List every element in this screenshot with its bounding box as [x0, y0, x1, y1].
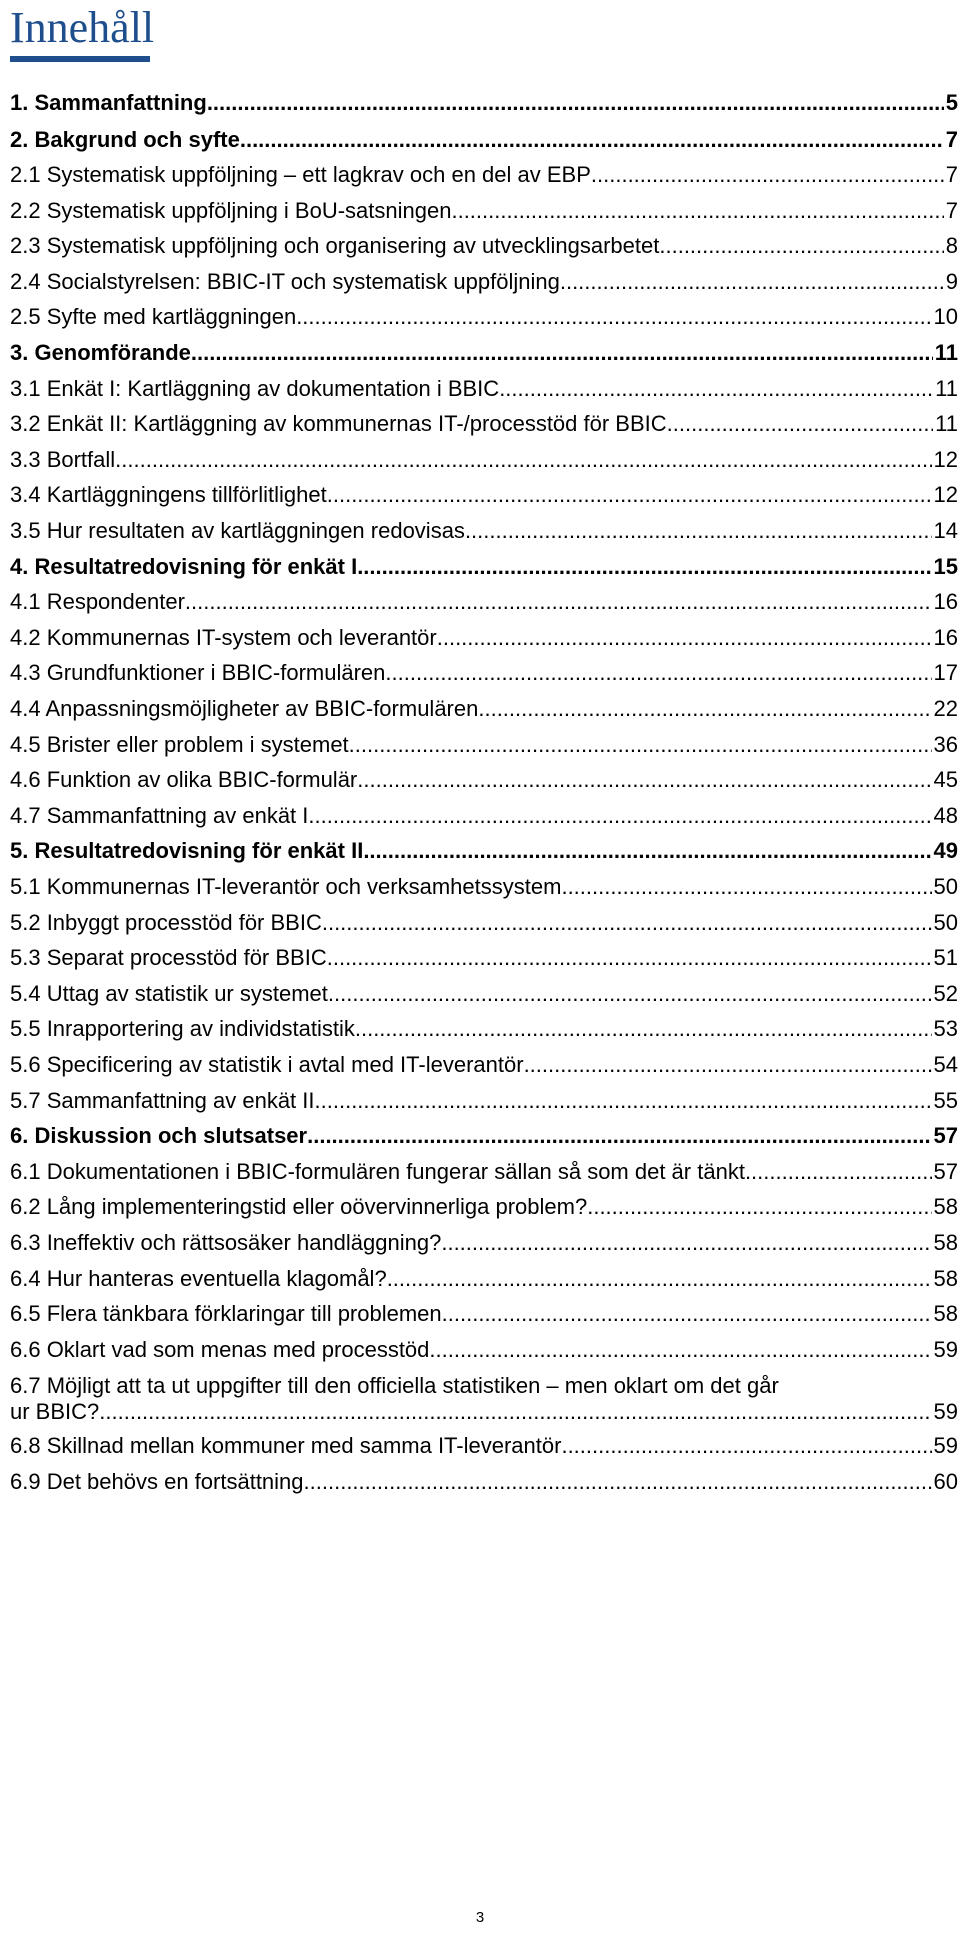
toc-entry[interactable] [10, 696, 958, 722]
toc-entry[interactable] [10, 1159, 958, 1185]
dot-leader [315, 1088, 932, 1114]
toc-entry-title: 5.1 Kommunernas IT-leverantör och verksamhetssystem [10, 874, 562, 899]
toc-entry-page: 57 [933, 1159, 958, 1184]
page-number: 3 [475, 1909, 485, 1926]
toc-entry-title: 2.1 Systematisk uppföljning – ett lagkrav och en del av EBP [10, 162, 591, 187]
toc-entry-title: 6.2 Lång implementeringstid eller oövervinnerliga problem? [10, 1194, 588, 1219]
toc-entry-title: 4.6 Funktion av olika BBIC-formulär [10, 767, 358, 792]
toc-entry-page: 53 [933, 1016, 958, 1041]
dot-leader [667, 411, 934, 437]
toc-entry-page: 59 [933, 1337, 958, 1362]
toc-entry-page: 5 [945, 90, 958, 115]
toc-entry[interactable] [10, 874, 958, 900]
toc-entry-title: 6.6 Oklart vad som menas med processtöd [10, 1337, 430, 1362]
toc-entry-title: 6.3 Ineffektiv och rättsosäker handläggning? [10, 1230, 442, 1255]
toc-entry[interactable] [10, 482, 958, 508]
toc-entry[interactable] [10, 910, 958, 936]
dot-leader [185, 589, 932, 615]
toc-entry-title: 6.1 Dokumentationen i BBIC-formulären fungerar sällan så som det är tänkt [10, 1159, 745, 1184]
toc-entry[interactable] [10, 233, 958, 259]
toc-entry-title: 3.3 Bortfall [10, 447, 116, 472]
toc-entry[interactable] [10, 1230, 958, 1256]
toc-entry[interactable] [10, 803, 958, 829]
dot-leader [429, 1337, 931, 1363]
heading-underline [10, 56, 150, 62]
dot-leader [524, 1052, 932, 1078]
dot-leader [304, 1469, 932, 1495]
toc-entry-title: 2.5 Syfte med kartläggningen [10, 304, 297, 329]
toc-entry-page: 7 [945, 198, 958, 223]
dot-leader [357, 767, 931, 793]
toc-entry[interactable] [10, 1301, 958, 1327]
dot-leader [441, 1230, 931, 1256]
toc-entry-title: 6.5 Flera tänkbara förklaringar till problemen [10, 1301, 442, 1326]
toc-entry-title: 4.7 Sammanfattning av enkät I [10, 803, 309, 828]
toc-entry-title: 3.1 Enkät I: Kartläggning av dokumentation i BBIC [10, 376, 500, 401]
dot-leader [442, 1301, 932, 1327]
toc-entry-title: 2.4 Socialstyrelsen: BBIC-IT och systematisk uppföljning [10, 269, 560, 294]
toc-entry-page: 7 [945, 162, 958, 187]
dot-leader [296, 304, 931, 330]
toc-entry-title: 5.5 Inrapportering av individstatistik [10, 1016, 355, 1041]
toc-entry[interactable] [10, 518, 958, 544]
toc-entry[interactable] [10, 447, 958, 473]
toc-entry-page: 58 [933, 1301, 958, 1326]
dot-leader [478, 696, 931, 722]
toc-entry-page: 11 [935, 376, 958, 401]
toc-entry[interactable] [10, 554, 958, 580]
toc-entry-page: 48 [933, 803, 958, 828]
toc-entry-title: 3.5 Hur resultaten av kartläggningen redovisas [10, 518, 465, 543]
dot-leader [307, 1123, 931, 1149]
toc-entry-title: 4.5 Brister eller problem i systemet [10, 732, 349, 757]
toc-entry[interactable] [10, 269, 958, 295]
toc-entry-page: 17 [933, 660, 958, 685]
toc-entry[interactable] [10, 589, 958, 615]
toc-entry-title: 4.4 Anpassningsmöjligheter av BBIC-formulären [10, 696, 479, 721]
dot-leader [659, 233, 943, 259]
toc-entry-title: 3.2 Enkät II: Kartläggning av kommunernas IT-/processtöd för BBIC [10, 411, 667, 436]
toc-entry-page: 59 [933, 1399, 958, 1424]
toc-entry-title: 2.3 Systematisk uppföljning och organisering av utvecklingsarbetet [10, 233, 660, 258]
dot-leader [355, 1016, 932, 1042]
toc-entry[interactable] [10, 198, 958, 224]
toc-entry-page: 59 [933, 1433, 958, 1458]
toc-entry-page: 58 [933, 1266, 958, 1291]
toc-entry-page: 12 [933, 482, 958, 507]
toc-entry-page: 11 [934, 340, 958, 365]
dot-leader [745, 1159, 932, 1185]
toc-entry-page: 8 [945, 233, 958, 258]
toc-entry-page: 50 [933, 910, 958, 935]
toc-entry-title: 4. Resultatredovisning för enkät I [10, 554, 358, 579]
toc-entry[interactable] [10, 1088, 958, 1114]
dot-leader [499, 376, 933, 402]
toc-entry[interactable] [10, 127, 958, 153]
toc-entry-title: 5.6 Specificering av statistik i avtal med IT-leverantör [10, 1052, 524, 1077]
toc-entry-title: 5.2 Inbyggt processtöd för BBIC [10, 910, 322, 935]
toc-entry-title: 3. Genomförande [10, 340, 191, 365]
toc-entry-title: 4.2 Kommunernas IT-system och leverantör [10, 625, 437, 650]
dot-leader [349, 732, 932, 758]
toc-entry[interactable] [10, 1266, 958, 1292]
toc-entry-title: 6.9 Det behövs en fortsättning [10, 1469, 304, 1494]
toc-entry-page: 60 [933, 1469, 958, 1494]
toc-entry-title-continued: ur BBIC? [10, 1399, 100, 1424]
toc-entry-page: 51 [933, 945, 958, 970]
toc-entry-page: 57 [933, 1123, 958, 1148]
toc-entry-page: 16 [933, 589, 958, 614]
toc-entry-page: 58 [933, 1230, 958, 1255]
toc-entry-title: 6.8 Skillnad mellan kommuner med samma IT-leverantör [10, 1433, 562, 1458]
dot-leader [385, 660, 931, 686]
toc-entry-page: 50 [933, 874, 958, 899]
toc-entry[interactable] [10, 304, 958, 330]
dot-leader [322, 910, 932, 936]
toc-entry[interactable] [10, 767, 958, 793]
dot-leader [561, 874, 931, 900]
dot-leader [308, 803, 931, 829]
dot-leader [587, 1194, 931, 1220]
toc-entry-title: 4.1 Respondenter [10, 589, 185, 614]
toc-entry[interactable] [10, 411, 958, 437]
dot-leader [451, 198, 943, 224]
dot-leader [115, 447, 931, 473]
toc-entry-title: 4.3 Grundfunktioner i BBIC-formulären [10, 660, 386, 685]
dot-leader [561, 1433, 931, 1459]
toc-entry[interactable] [10, 1469, 958, 1495]
toc-entry[interactable] [10, 162, 958, 188]
toc-entry[interactable] [10, 1052, 958, 1078]
dot-leader [328, 981, 932, 1007]
toc-entry-page: 9 [945, 269, 958, 294]
toc-entry-page: 11 [935, 411, 958, 436]
toc-entry-page: 16 [933, 625, 958, 650]
toc-entry[interactable] [10, 1337, 958, 1363]
toc-entry-page: 36 [933, 732, 958, 757]
toc-entry-page: 22 [933, 696, 958, 721]
dot-leader [327, 945, 932, 971]
dot-leader [207, 90, 944, 116]
dot-leader [387, 1266, 932, 1292]
toc-entry-page: 45 [933, 767, 958, 792]
toc-entry[interactable] [10, 838, 958, 864]
toc-entry[interactable] [10, 340, 958, 366]
toc-entry-page: 12 [933, 447, 958, 472]
dot-leader [357, 554, 931, 580]
toc-entry-page: 10 [933, 304, 958, 329]
toc-entry-page: 7 [945, 127, 958, 152]
dot-leader [560, 269, 944, 295]
toc-entry[interactable] [10, 945, 958, 971]
toc-entry-page: 55 [933, 1088, 958, 1113]
toc-entry[interactable] [10, 1373, 958, 1425]
dot-leader [591, 162, 944, 188]
toc-entry[interactable] [10, 1123, 958, 1149]
dot-leader [465, 518, 932, 544]
toc-entry-title: 2. Bakgrund och syfte [10, 127, 240, 152]
toc-entry-title: 6. Diskussion och slutsatser [10, 1123, 308, 1148]
dot-leader [327, 482, 932, 508]
toc-entry-page: 15 [933, 554, 958, 579]
toc-entry-title: 5.7 Sammanfattning av enkät II [10, 1088, 315, 1113]
toc-entry[interactable] [10, 660, 958, 686]
toc-entry-title: 5. Resultatredovisning för enkät II [10, 838, 364, 863]
toc-entry-title: 5.3 Separat processtöd för BBIC [10, 945, 327, 970]
dot-leader [437, 625, 932, 651]
toc-entry[interactable] [10, 1016, 958, 1042]
toc-entry[interactable] [10, 90, 958, 116]
toc-entry-title: 1. Sammanfattning [10, 90, 207, 115]
dot-leader [191, 340, 933, 366]
toc-entry-title: 3.4 Kartläggningens tillförlitlighet [10, 482, 327, 507]
dot-leader [99, 1399, 931, 1425]
toc-entry[interactable] [10, 376, 958, 402]
toc-entry[interactable] [10, 732, 958, 758]
toc-entry[interactable] [10, 981, 958, 1007]
toc-entry[interactable] [10, 1433, 958, 1459]
toc-entry-title: 6.4 Hur hanteras eventuella klagomål? [10, 1266, 387, 1291]
dot-leader [363, 838, 931, 864]
toc-entry-title: 6.7 Möjligt att ta ut uppgifter till den officiella statistiken – men oklart om det går [10, 1373, 779, 1398]
toc-entry-page: 58 [933, 1194, 958, 1219]
toc-entry[interactable] [10, 1194, 958, 1220]
toc-entry-page: 14 [933, 518, 958, 543]
toc-entry-page: 49 [933, 838, 958, 863]
toc-entry-page: 52 [933, 981, 958, 1006]
toc-entry-title: 2.2 Systematisk uppföljning i BoU-satsningen [10, 198, 452, 223]
toc-entry-page: 54 [933, 1052, 958, 1077]
toc-entry-title: 5.4 Uttag av statistik ur systemet [10, 981, 328, 1006]
toc-entry[interactable] [10, 625, 958, 651]
dot-leader [240, 127, 944, 153]
toc-heading: Innehåll [10, 3, 155, 52]
